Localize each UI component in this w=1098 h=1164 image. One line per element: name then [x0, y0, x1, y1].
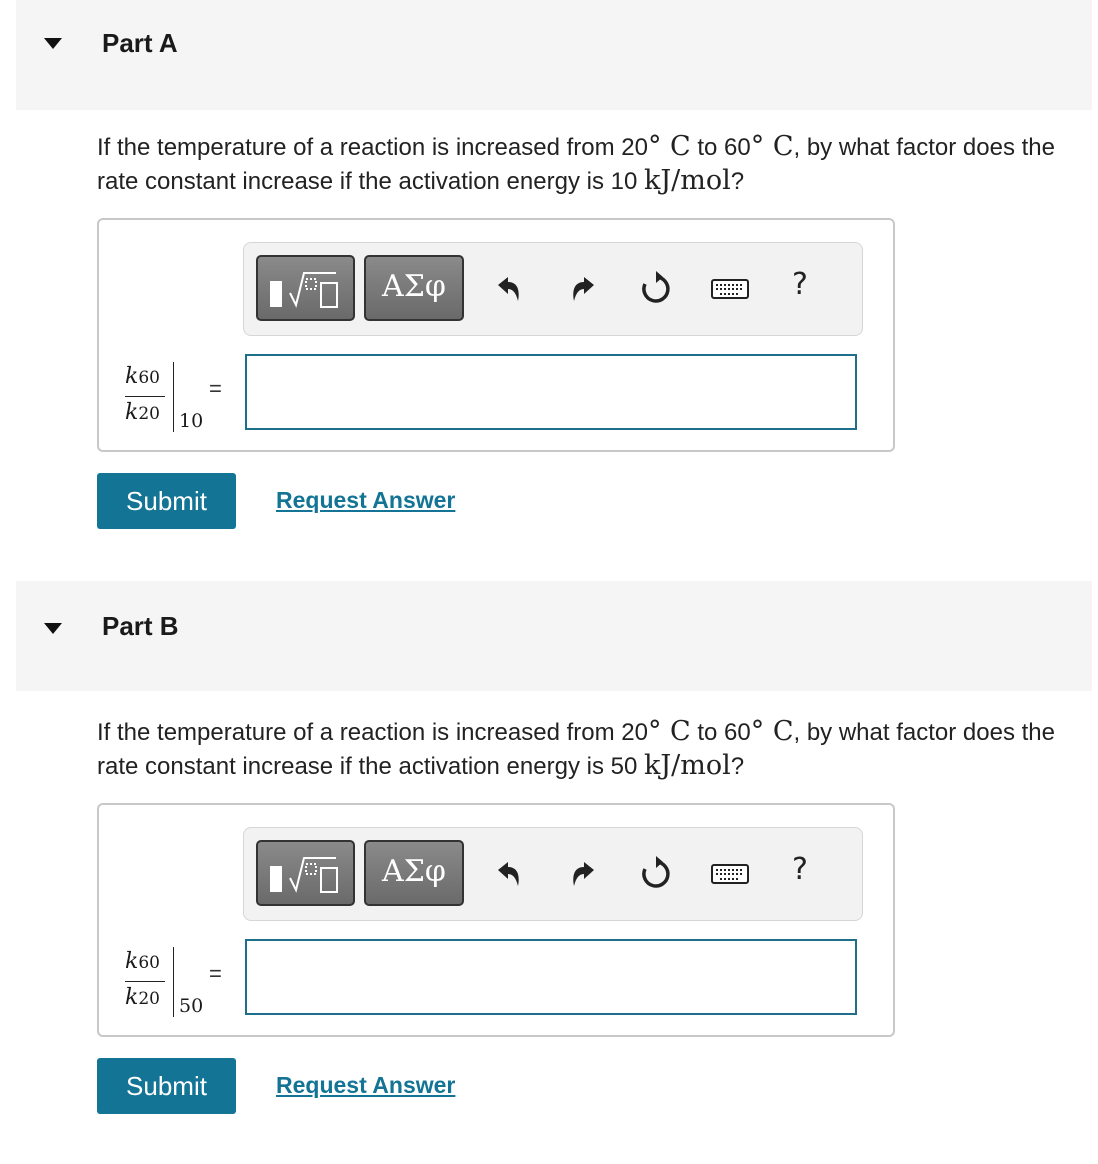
part-a-submit-button[interactable]: Submit — [97, 473, 236, 529]
evaluation-bar — [173, 947, 174, 1017]
help-button[interactable]: ? — [792, 267, 808, 302]
part-a-answer-box — [97, 218, 895, 452]
part-a-title: Part A — [102, 28, 178, 58]
part-a-question: If the temperature of a reaction is increased from 20° C to 60° C, by what factor does the rate constant increase if the activation energy is 10 kJ/mol? — [97, 131, 1055, 196]
fraction-numerator: k60 — [125, 949, 160, 974]
part-b-question: If the temperature of a reaction is increased from 20° C to 60° C, by what factor does the rate constant increase if the activation energy is 50 kJ/mol? — [97, 716, 1055, 781]
evaluation-bar — [173, 362, 174, 432]
part-b-submit-button[interactable]: Submit — [97, 1058, 236, 1114]
templates-icon — [258, 257, 353, 319]
part-b-header[interactable] — [16, 581, 1092, 691]
greek-symbols-button[interactable]: ΑΣφ — [364, 255, 464, 321]
fraction-denominator: k20 — [125, 400, 160, 425]
equals-sign: = — [209, 376, 222, 401]
keyboard-icon[interactable] — [710, 269, 750, 309]
part-b-title: Part B — [102, 611, 179, 641]
reset-icon[interactable] — [636, 854, 676, 894]
part-b-request-answer-link[interactable]: Request Answer — [276, 1072, 456, 1098]
evaluation-value: 10 — [179, 410, 204, 432]
redo-icon[interactable] — [564, 854, 604, 894]
part-a-header[interactable] — [16, 0, 1092, 110]
collapse-caret-icon[interactable] — [44, 623, 62, 634]
fraction-bar — [125, 396, 165, 397]
part-a-request-answer-link[interactable]: Request Answer — [276, 487, 456, 513]
help-button[interactable]: ? — [792, 852, 808, 887]
fraction-denominator: k20 — [125, 985, 160, 1010]
fraction-bar — [125, 981, 165, 982]
reset-icon[interactable] — [636, 269, 676, 309]
evaluation-value: 50 — [179, 995, 204, 1017]
collapse-caret-icon[interactable] — [44, 38, 62, 49]
math-toolbar — [243, 827, 863, 921]
greek-symbols-button[interactable]: ΑΣφ — [364, 840, 464, 906]
redo-icon[interactable] — [564, 269, 604, 309]
undo-icon[interactable] — [488, 269, 528, 309]
equals-sign: = — [209, 961, 222, 986]
math-toolbar — [243, 242, 863, 336]
part-b-answer-box — [97, 803, 895, 1037]
part-b-answer-input[interactable] — [245, 939, 857, 1015]
keyboard-icon[interactable] — [710, 854, 750, 894]
fraction-numerator: k60 — [125, 364, 160, 389]
templates-button[interactable] — [256, 255, 355, 321]
templates-icon — [258, 842, 353, 904]
undo-icon[interactable] — [488, 854, 528, 894]
templates-button[interactable] — [256, 840, 355, 906]
part-a-answer-input[interactable] — [245, 354, 857, 430]
